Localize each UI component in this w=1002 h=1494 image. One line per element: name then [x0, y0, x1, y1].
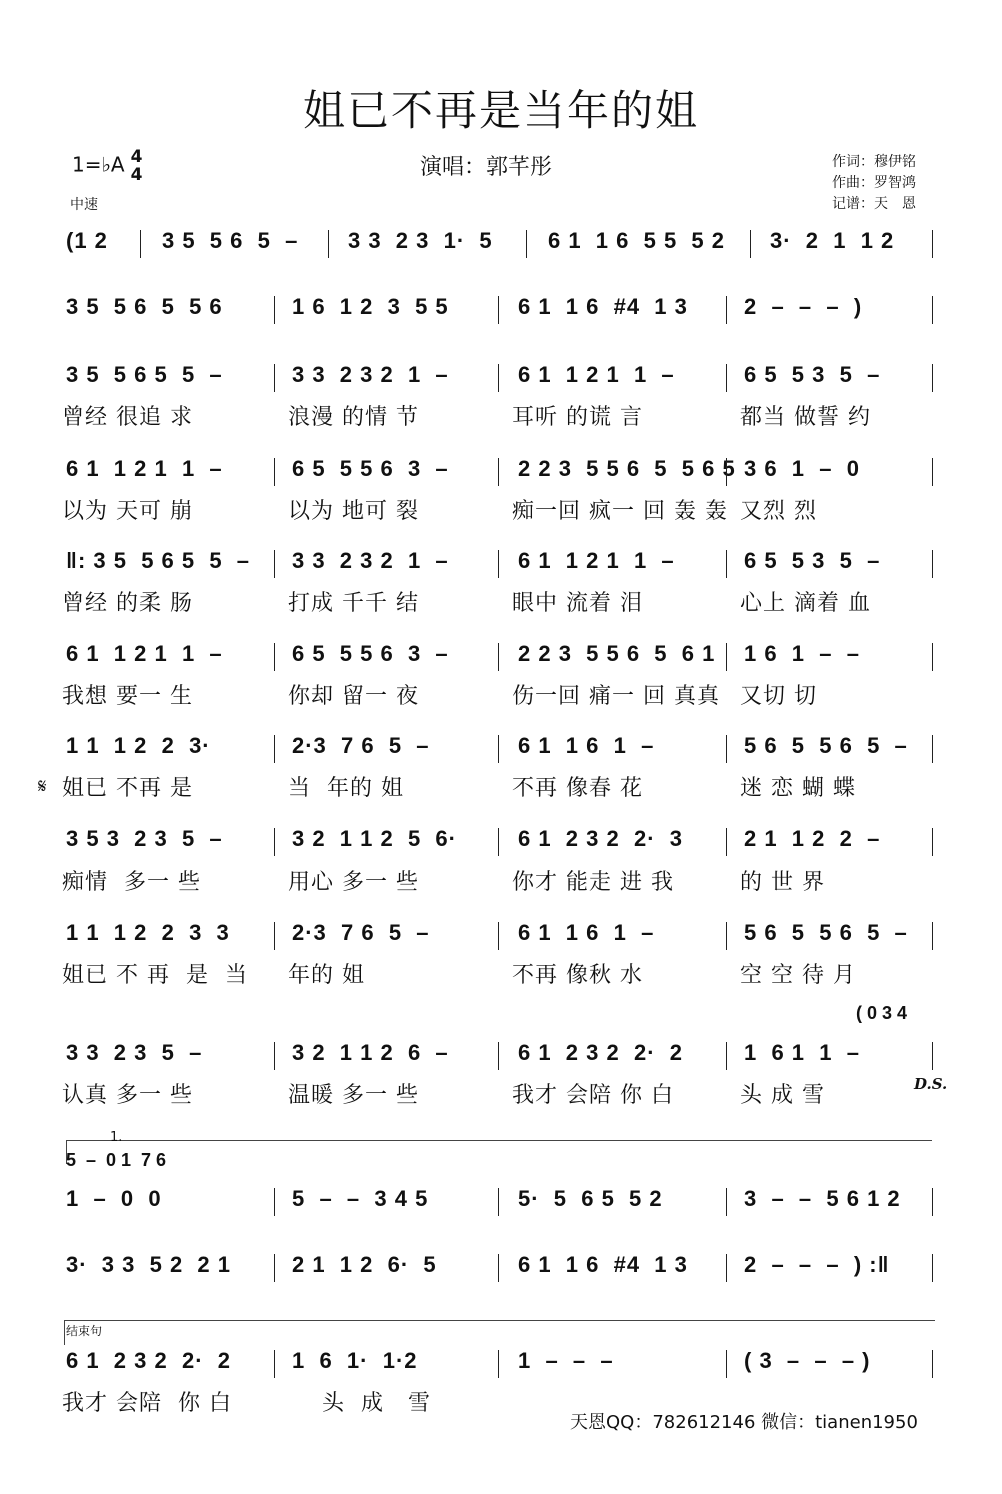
measure-notes: 3 5 5 6 5 5 6 [66, 294, 223, 319]
measure-notes: 2 2 3 5 5 6 5 6 1 [518, 641, 716, 666]
barline [726, 922, 727, 950]
credits [832, 152, 916, 215]
lyric-text: 姐已 不 再 是 当 [62, 963, 248, 988]
barline [932, 1042, 933, 1070]
measure-notes: 5 – – 3 4 5 [292, 1186, 429, 1211]
barline [498, 1188, 499, 1216]
lyricist: 作词：穆伊铭 [832, 154, 916, 170]
measure-notes: ( 3 – – – ) [744, 1348, 871, 1373]
measure-notes: 5· 5 6 5 5 2 [518, 1186, 663, 1211]
lyric-text: 我想 要一 生 [62, 684, 193, 709]
lyric-row [0, 771, 1002, 801]
notation-row [0, 362, 1002, 392]
measure-notes: 5 6 5 5 6 5 – [744, 920, 908, 945]
measure-notes: 6 1 2 3 2 2· 3 [518, 826, 683, 851]
footer-contact: 天恩QQ：782612146 微信：tianen1950 [570, 1412, 918, 1433]
measure-notes: 5 6 5 5 6 5 – [744, 733, 908, 758]
measure-notes: 6 5 5 3 5 – [744, 362, 881, 387]
barline [726, 1188, 727, 1216]
ds-mark: D.S. [914, 1075, 948, 1093]
lyric-row [0, 1078, 1002, 1108]
measure-notes: 3 6 1 – 0 [744, 456, 860, 481]
time-top: 4 [130, 147, 143, 167]
barline [140, 230, 141, 258]
barline [274, 922, 275, 950]
lyric-text: 我才 会陪 你 白 [62, 1391, 232, 1416]
lyric-text: 认真 多一 些 [62, 1083, 193, 1108]
lyric-text: 当 年的 姐 [288, 776, 404, 801]
measure-notes: 6 1 1 2 1 1 – [518, 548, 675, 573]
lyric-text: 以为 地可 裂 [288, 499, 419, 524]
barline [932, 550, 933, 578]
lyric-text: 又烈 烈 [740, 499, 817, 524]
lyric-text: 心上 滴着 血 [740, 591, 871, 616]
measure-notes: 3 5 3 2 3 5 – [66, 826, 223, 851]
lyric-text: 又切 切 [740, 684, 817, 709]
barline [498, 1350, 499, 1378]
barline [328, 230, 329, 258]
notation-row [0, 1252, 1002, 1282]
lyric-text: 用心 多一 些 [288, 870, 419, 895]
lyric-text: 空 空 待 月 [740, 963, 856, 988]
time-bottom: 4 [130, 165, 143, 185]
measure-notes: 1 6 1· 1·2 [292, 1348, 418, 1373]
lyric-text: 痴一回 疯一 回 轰 轰 [512, 499, 728, 524]
lyric-text: 的 世 界 [740, 870, 825, 895]
barline [274, 1350, 275, 1378]
lyric-text: 都当 做誓 约 [740, 405, 871, 430]
notation-row [0, 920, 1002, 950]
measure-notes: 3 3 2 3 2 1 – [292, 548, 449, 573]
barline [726, 1350, 727, 1378]
notation-row [0, 294, 1002, 324]
lyric-row [0, 958, 1002, 988]
measure-notes: 1 6 1 1 – [744, 1040, 860, 1065]
barline [932, 1188, 933, 1216]
barline [498, 1254, 499, 1282]
barline [932, 735, 933, 763]
measure-notes: 3· 3 3 5 2 2 1 [66, 1252, 231, 1277]
lyric-row [0, 865, 1002, 895]
lyric-text: 曾经 很追 求 [62, 405, 193, 430]
measure-notes: 3 – – 5 6 1 2 [744, 1186, 901, 1211]
measure-notes: 1 1 1 2 2 3 3 [66, 920, 230, 945]
measure-notes: 2·3 7 6 5 – [292, 733, 430, 758]
measure-notes: 6 5 5 5 6 3 – [292, 456, 449, 481]
measure-notes: 6 1 1 2 1 1 – [66, 456, 223, 481]
key-signature [72, 148, 142, 184]
barline [498, 828, 499, 856]
measure-notes: 1 6 1 – – [744, 641, 860, 666]
measure-notes: 2 – – – ) [744, 294, 863, 319]
lyric-text: 痴情 多一 些 [62, 870, 201, 895]
lyric-text: 头 成 雪 [740, 1083, 825, 1108]
key-text: 1=♭A [72, 152, 125, 177]
measure-notes: 1 – 0 0 [66, 1186, 162, 1211]
barline [726, 735, 727, 763]
barline [274, 458, 275, 486]
barline [498, 922, 499, 950]
pickup-notes: ( 0 3 4 [856, 1003, 908, 1023]
notation-row [0, 1348, 1002, 1378]
lyric-text: 不再 像春 花 [512, 776, 643, 801]
lyric-text: 年的 姐 [288, 963, 365, 988]
volta-notes: 5 – 0 1 7 6 [66, 1150, 167, 1170]
barline [932, 364, 933, 392]
notation-row [0, 1040, 1002, 1070]
volta-label: 1. [110, 1130, 123, 1145]
barline [526, 230, 527, 258]
measure-notes: 3 3 2 3 5 – [66, 1040, 203, 1065]
measure-notes: 3 5 5 6 5 5 – [66, 362, 223, 387]
measure-notes: 3 2 1 1 2 5 6· [292, 826, 457, 851]
barline [274, 364, 275, 392]
measure-notes: 1 6 1 2 3 5 5 [292, 294, 449, 319]
measure-notes: 2 2 3 5 5 6 5 5 6 5 [518, 456, 736, 481]
lyric-text: 温暖 多一 些 [288, 1083, 419, 1108]
barline [274, 296, 275, 324]
barline [498, 1042, 499, 1070]
barline [726, 1042, 727, 1070]
lyric-row [0, 400, 1002, 430]
measure-notes: 3 3 2 3 2 1 – [292, 362, 449, 387]
transcriber: 记谱：天 恩 [832, 196, 916, 212]
barline [274, 550, 275, 578]
barline [932, 643, 933, 671]
song-title: 姐已不再是当年的姐 [302, 86, 699, 135]
measure-notes: 6 1 2 3 2 2· 2 [518, 1040, 683, 1065]
lyric-text: 以为 天可 崩 [62, 499, 193, 524]
measure-notes: ‖: 3 5 5 6 5 5 – [66, 548, 251, 573]
measure-notes: 2 – – – ) :‖ [744, 1252, 890, 1277]
lyric-text: 迷 恋 蝴 蝶 [740, 776, 856, 801]
barline [726, 364, 727, 392]
notation-row [0, 641, 1002, 671]
time-signature [131, 148, 143, 184]
measure-notes: 2·3 7 6 5 – [292, 920, 430, 945]
barline [932, 828, 933, 856]
composer: 作曲：罗智鸿 [832, 175, 916, 191]
barline [750, 230, 751, 258]
measure-notes: 6 5 5 5 6 3 – [292, 641, 449, 666]
barline [274, 735, 275, 763]
measure-notes: 6 1 2 3 2 2· 2 [66, 1348, 231, 1373]
lyric-text: 耳听 的谎 言 [512, 405, 643, 430]
measure-notes: 3 2 1 1 2 6 – [292, 1040, 449, 1065]
measure-notes: (1 2 [66, 228, 108, 253]
lyric-text: 曾经 的柔 肠 [62, 591, 193, 616]
barline [726, 458, 727, 486]
singer-line [420, 150, 552, 181]
barline [498, 643, 499, 671]
measure-notes: 1 – – – [518, 1348, 614, 1373]
lyric-row [0, 679, 1002, 709]
measure-notes: 6 1 1 6 #4 1 3 [518, 294, 688, 319]
measure-notes: 1 1 1 2 2 3· [66, 733, 211, 758]
measure-notes: 6 1 1 6 1 – [518, 920, 655, 945]
barline [726, 643, 727, 671]
measure-notes: 2 1 1 2 6· 5 [292, 1252, 437, 1277]
lyric-text: 你却 留一 夜 [288, 684, 419, 709]
lyric-row [0, 586, 1002, 616]
lyric-text: 不再 像秋 水 [512, 963, 643, 988]
lyric-text: 眼中 流着 泪 [512, 591, 643, 616]
measure-notes: 6 1 1 6 5 5 5 2 [548, 228, 726, 253]
lyric-text: 伤一回 痛一 回 真真 [512, 684, 720, 709]
barline [274, 643, 275, 671]
lyric-text: 我才 会陪 你 白 [512, 1083, 674, 1108]
singer-name: 郭芊彤 [486, 155, 553, 180]
barline [274, 1042, 275, 1070]
lyric-text: 打成 千千 结 [288, 591, 419, 616]
ending-label: 结束句 [66, 1324, 103, 1338]
lyric-text: 姐已 不再 是 [62, 776, 193, 801]
barline [274, 828, 275, 856]
measure-notes: 6 5 5 3 5 – [744, 548, 881, 573]
barline [498, 550, 499, 578]
notation-row [0, 733, 1002, 763]
barline [932, 230, 933, 258]
barline [498, 296, 499, 324]
singer-label: 演唱： [420, 155, 487, 180]
notation-row [0, 1186, 1002, 1216]
measure-notes: 6 1 1 6 1 – [518, 733, 655, 758]
barline [726, 828, 727, 856]
barline [498, 364, 499, 392]
barline [498, 735, 499, 763]
barline [932, 922, 933, 950]
measure-notes: 3 3 2 3 1· 5 [348, 228, 493, 253]
lyric-text: 你才 能走 进 我 [512, 870, 674, 895]
lyric-row [0, 494, 1002, 524]
barline [932, 1254, 933, 1282]
measure-notes: 6 1 1 2 1 1 – [66, 641, 223, 666]
tempo-mark: 中速 [70, 197, 98, 213]
barline [726, 296, 727, 324]
barline [274, 1188, 275, 1216]
measure-notes: 6 1 1 6 #4 1 3 [518, 1252, 688, 1277]
barline [932, 296, 933, 324]
measure-notes: 6 1 1 2 1 1 – [518, 362, 675, 387]
barline [932, 1350, 933, 1378]
notation-row [0, 826, 1002, 856]
barline [726, 550, 727, 578]
notation-row [0, 456, 1002, 486]
ending-bracket [64, 1320, 935, 1345]
lyric-text: 头 成 雪 [322, 1391, 431, 1416]
lyric-text: 浪漫 的情 节 [288, 405, 419, 430]
notation-row [0, 548, 1002, 578]
segno-icon: 𝄋 [38, 774, 47, 798]
barline [726, 1254, 727, 1282]
barline [932, 458, 933, 486]
measure-notes: 3 5 5 6 5 – [162, 228, 299, 253]
measure-notes: 3· 2 1 1 2 [770, 228, 895, 253]
barline [498, 458, 499, 486]
notation-row [0, 228, 1002, 258]
measure-notes: 2 1 1 2 2 – [744, 826, 881, 851]
volta-bracket [66, 1140, 932, 1161]
barline [274, 1254, 275, 1282]
